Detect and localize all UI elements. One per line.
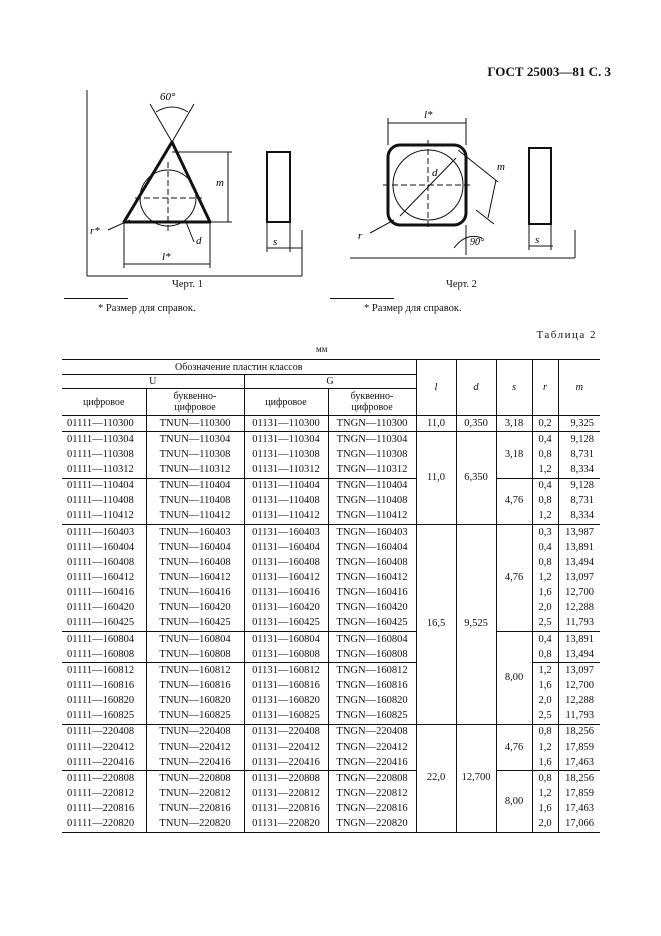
cell-u-alpha: TNUN—160808 — [146, 647, 244, 663]
cell-g-alpha: TNGN—220416 — [328, 755, 416, 771]
cell-g-alpha: TNGN—110304 — [328, 432, 416, 448]
cell-m: 13,097 — [558, 663, 600, 679]
cell-g-alpha: TNGN—160825 — [328, 709, 416, 725]
header-g-digital: цифровое — [244, 389, 328, 416]
header-class-u: U — [62, 375, 244, 389]
cell-u-digital: 01111—110412 — [67, 510, 134, 522]
cell-u-digital: 01111—160425 — [67, 617, 135, 629]
header-u-alpha: буквенно- цифровое — [146, 389, 244, 416]
cell-u-alpha: TNUN—220812 — [146, 786, 244, 801]
cell-u-digital: 01111—160825 — [67, 710, 135, 722]
cell-m: 17,066 — [558, 817, 600, 833]
cell-u-alpha: TNUN—110312 — [146, 462, 244, 478]
cell-g-alpha: TNGN—160412 — [328, 570, 416, 585]
cell-m: 18,256 — [558, 724, 600, 740]
cell-l: 11,0 — [416, 416, 456, 432]
table-row — [62, 631, 600, 647]
fig1-angle-label: 60° — [160, 91, 176, 103]
cell-s: 3,18 — [496, 432, 532, 478]
cell-g-alpha: TNGN—110300 — [328, 416, 416, 432]
cell-u-digital: 01111—110404 — [62, 478, 146, 494]
footnote-2: * Размер для справок. — [364, 303, 462, 314]
cell-g-alpha: TNGN—220820 — [328, 817, 416, 833]
fig1-l-label: l* — [162, 251, 171, 263]
cell-s: 4,76 — [496, 724, 532, 770]
table-row — [62, 524, 600, 540]
cell-g-alpha: TNGN—220816 — [328, 802, 416, 817]
cell-g-alpha: TNGN—160420 — [328, 601, 416, 616]
document-header: ГОСТ 25003—81 С. 3 — [487, 64, 611, 79]
cell-r: 0,4 — [532, 478, 558, 494]
cell-u-digital: 01111—110408 — [67, 495, 134, 507]
table-label: Таблица 2 — [536, 329, 597, 341]
cell-g-digital: 01131—160425 — [244, 616, 328, 632]
cell-m: 18,256 — [558, 771, 600, 787]
cell-u-digital: 01111—220812 — [67, 787, 135, 799]
cell-u-digital: 01111—160820 — [67, 695, 135, 707]
cell-u-alpha: TNUN—160412 — [146, 570, 244, 585]
cell-g-digital: 01131—160412 — [244, 570, 328, 585]
cell-s: 8,00 — [496, 771, 532, 833]
cell-u-digital: 01111—110300 — [62, 416, 146, 432]
cell-m: 13,494 — [565, 648, 594, 660]
cell-u-alpha: TNUN—160825 — [146, 709, 244, 725]
cell-r: 1,6 — [532, 586, 558, 601]
cell-r: 0,8 — [532, 647, 558, 663]
cell-g-alpha: TNGN—220812 — [328, 786, 416, 801]
cell-m: 13,494 — [565, 556, 594, 568]
cell-m: 12,700 — [565, 587, 594, 599]
cell-u-alpha: TNUN—160420 — [146, 601, 244, 616]
cell-u-digital: 01111—220408 — [62, 724, 146, 740]
cell-g-digital: 01131—110412 — [244, 509, 328, 525]
cell-g-alpha: TNGN—110412 — [328, 509, 416, 525]
fig1-r-label: r* — [90, 225, 100, 237]
cell-g-digital: 01131—160408 — [244, 555, 328, 570]
cell-g-digital: 01131—220412 — [244, 740, 328, 755]
cell-g-alpha: TNGN—110404 — [328, 478, 416, 494]
cell-g-digital: 01131—110304 — [244, 432, 328, 448]
cell-u-digital: 01111—110312 — [67, 463, 134, 475]
cell-m: 13,097 — [565, 571, 594, 583]
cell-s: 8,00 — [496, 631, 532, 724]
cell-u-digital: 01111—110308 — [67, 448, 134, 460]
header-group: Обозначение пластин классов — [62, 360, 416, 375]
cell-g-alpha: TNGN—110308 — [328, 447, 416, 462]
cell-g-digital: 01131—160808 — [244, 647, 328, 663]
figure-1-caption: Черт. 1 — [172, 279, 203, 290]
cell-r: 0,8 — [532, 494, 558, 509]
cell-m: 13,891 — [565, 541, 594, 553]
cell-u-alpha: TNUN—160804 — [146, 631, 244, 647]
cell-m: 17,463 — [565, 756, 594, 768]
cell-r: 2,5 — [532, 616, 558, 632]
cell-r: 0,8 — [532, 724, 558, 740]
cell-m: 9,128 — [558, 478, 600, 494]
header-d: d — [456, 360, 496, 416]
cell-r: 1,6 — [532, 678, 558, 693]
cell-g-alpha: TNGN—160425 — [328, 616, 416, 632]
cell-r: 0,8 — [532, 771, 558, 787]
cell-u-alpha: TNUN—160404 — [146, 540, 244, 555]
cell-u-alpha: TNUN—220416 — [146, 755, 244, 771]
cell-u-digital: 01111—220412 — [67, 741, 135, 753]
cell-g-alpha: TNGN—220808 — [328, 771, 416, 787]
cell-m: 8,731 — [570, 448, 594, 460]
cell-u-alpha: TNUN—160416 — [146, 586, 244, 601]
cell-m: 8,731 — [570, 495, 594, 507]
cell-m: 11,793 — [565, 710, 594, 722]
table-row — [62, 724, 600, 740]
cell-u-alpha: TNUN—160812 — [146, 663, 244, 679]
cell-m: 17,463 — [565, 803, 594, 815]
cell-s: 4,76 — [496, 524, 532, 631]
cell-u-digital: 01111—160412 — [67, 571, 135, 583]
cell-g-digital: 01131—160804 — [244, 631, 328, 647]
cell-m: 12,288 — [565, 602, 594, 614]
cell-r: 0,4 — [532, 631, 558, 647]
table-row — [62, 416, 600, 432]
cell-r: 1,2 — [532, 462, 558, 478]
cell-g-alpha: TNGN—160812 — [328, 663, 416, 679]
fig2-angle-label: 90° — [470, 237, 484, 248]
figure-2-caption: Черт. 2 — [446, 279, 477, 290]
cell-g-digital: 01131—220808 — [244, 771, 328, 787]
table-row — [62, 771, 600, 787]
fig2-l-label: l* — [424, 109, 433, 121]
cell-u-digital: 01111—160416 — [67, 587, 135, 599]
cell-r: 1,6 — [532, 802, 558, 817]
cell-r: 1,2 — [532, 740, 558, 755]
footnote-rule-1 — [64, 298, 128, 299]
cell-g-digital: 01131—160416 — [244, 586, 328, 601]
cell-g-alpha: TNGN—160404 — [328, 540, 416, 555]
cell-g-alpha: TNGN—160820 — [328, 694, 416, 709]
header-u-digital: цифровое — [62, 389, 146, 416]
table-row — [62, 432, 600, 448]
table-body — [62, 416, 600, 833]
cell-u-digital: 01111—160808 — [67, 648, 135, 660]
cell-u-alpha: TNUN—220808 — [146, 771, 244, 787]
cell-u-alpha: TNUN—160820 — [146, 694, 244, 709]
cell-u-digital: 01111—110304 — [62, 432, 146, 448]
cell-m: 13,891 — [558, 631, 600, 647]
unit-label: мм — [316, 344, 328, 354]
fig1-m-label: m — [216, 177, 224, 189]
footnote-1: * Размер для справок. — [98, 303, 196, 314]
cell-g-digital: 01131—110404 — [244, 478, 328, 494]
cell-m: 17,859 — [565, 741, 594, 753]
cell-m: 8,334 — [570, 463, 594, 475]
cell-u-alpha: TNUN—110408 — [146, 494, 244, 509]
cell-r: 1,2 — [532, 786, 558, 801]
cell-u-alpha: TNUN—110404 — [146, 478, 244, 494]
cell-r: 1,2 — [532, 509, 558, 525]
cell-u-alpha: TNUN—220816 — [146, 802, 244, 817]
cell-g-digital: 01131—160825 — [244, 709, 328, 725]
cell-u-digital: 01111—160812 — [62, 663, 146, 679]
cell-g-alpha: TNGN—160403 — [328, 524, 416, 540]
cell-g-alpha: TNGN—110312 — [328, 462, 416, 478]
cell-u-alpha: TNUN—160816 — [146, 678, 244, 693]
cell-d: 12,700 — [456, 724, 496, 832]
cell-g-digital: 01131—220416 — [244, 755, 328, 771]
cell-g-digital: 01131—220812 — [244, 786, 328, 801]
cell-r: 2,0 — [532, 817, 558, 833]
cell-m: 12,288 — [565, 695, 594, 707]
cell-u-alpha: TNUN—220820 — [146, 817, 244, 833]
cell-u-digital: 01111—220820 — [62, 817, 146, 833]
cell-m: 9,325 — [558, 416, 600, 432]
cell-m: 11,793 — [565, 617, 594, 629]
cell-s: 3,18 — [496, 416, 532, 432]
cell-g-digital: 01131—160812 — [244, 663, 328, 679]
cell-g-digital: 01131—110308 — [244, 447, 328, 462]
cell-g-digital: 01131—160816 — [244, 678, 328, 693]
cell-l: 22,0 — [416, 724, 456, 832]
header-m: m — [558, 360, 600, 416]
cell-r: 2,0 — [532, 601, 558, 616]
cell-u-digital: 01111—160420 — [67, 602, 135, 614]
cell-m: 17,859 — [565, 787, 594, 799]
cell-r: 0,3 — [532, 524, 558, 540]
cell-g-digital: 01131—110312 — [244, 462, 328, 478]
cell-u-digital: 01111—160408 — [67, 556, 135, 568]
cell-m: 13,987 — [558, 524, 600, 540]
cell-g-alpha: TNGN—160416 — [328, 586, 416, 601]
cell-u-alpha: TNUN—160403 — [146, 524, 244, 540]
cell-u-alpha: TNUN—110308 — [146, 447, 244, 462]
cell-u-digital: 01111—220816 — [67, 803, 135, 815]
cell-g-alpha: TNGN—160804 — [328, 631, 416, 647]
fig1-s-label: s — [273, 236, 278, 248]
cell-u-alpha: TNUN—160408 — [146, 555, 244, 570]
cell-g-alpha: TNGN—160808 — [328, 647, 416, 663]
cell-r: 0,2 — [532, 416, 558, 432]
fig2-m-label: m — [497, 161, 505, 173]
cell-d: 0,350 — [456, 416, 496, 432]
cell-u-digital: 01111—220416 — [67, 756, 135, 768]
cell-r: 2,0 — [532, 694, 558, 709]
cell-u-alpha: TNUN—220408 — [146, 724, 244, 740]
insert-spec-table — [62, 359, 600, 833]
cell-g-alpha: TNGN—160816 — [328, 678, 416, 693]
cell-g-alpha: TNGN—220408 — [328, 724, 416, 740]
cell-g-digital: 01131—220816 — [244, 802, 328, 817]
figure-2-square-insert — [348, 100, 578, 265]
cell-u-digital: 01111—160403 — [62, 524, 146, 540]
cell-g-alpha: TNGN—160408 — [328, 555, 416, 570]
cell-r: 0,4 — [532, 432, 558, 448]
cell-u-digital: 01111—220808 — [62, 771, 146, 787]
header-g-alpha: буквенно- цифровое — [328, 389, 416, 416]
cell-s: 4,76 — [496, 478, 532, 524]
cell-u-alpha: TNUN—110304 — [146, 432, 244, 448]
fig2-r-label: r — [358, 230, 363, 242]
header-class-g: G — [244, 375, 416, 389]
cell-g-alpha: TNGN—110408 — [328, 494, 416, 509]
cell-u-alpha: TNUN—220412 — [146, 740, 244, 755]
cell-g-digital: 01131—220408 — [244, 724, 328, 740]
cell-g-digital: 01131—160403 — [244, 524, 328, 540]
cell-g-alpha: TNGN—220412 — [328, 740, 416, 755]
cell-g-digital: 01131—160820 — [244, 694, 328, 709]
cell-l: 11,0 — [416, 432, 456, 525]
cell-r: 0,4 — [532, 540, 558, 555]
cell-r: 1,2 — [532, 663, 558, 679]
cell-m: 12,700 — [565, 679, 594, 691]
header-s: s — [496, 360, 532, 416]
cell-g-digital: 01131—110408 — [244, 494, 328, 509]
fig2-s-label: s — [535, 234, 540, 246]
fig2-d-label: d — [432, 167, 438, 179]
figure-1-triangle-insert — [80, 82, 320, 282]
header-r: r — [532, 360, 558, 416]
cell-u-alpha: TNUN—110300 — [146, 416, 244, 432]
cell-u-alpha: TNUN—160425 — [146, 616, 244, 632]
cell-m: 9,128 — [558, 432, 600, 448]
cell-r: 2,5 — [532, 709, 558, 725]
cell-u-digital: 01111—160816 — [67, 679, 135, 691]
cell-g-digital: 01131—110300 — [244, 416, 328, 432]
cell-r: 1,2 — [532, 570, 558, 585]
cell-l: 16,5 — [416, 524, 456, 724]
table-row — [62, 478, 600, 494]
cell-r: 0,8 — [532, 447, 558, 462]
cell-r: 0,8 — [532, 555, 558, 570]
footnote-rule-2 — [330, 298, 394, 299]
cell-r: 1,6 — [532, 755, 558, 771]
cell-d: 6,350 — [456, 432, 496, 525]
cell-g-digital: 01131—220820 — [244, 817, 328, 833]
cell-d: 9,525 — [456, 524, 496, 724]
cell-g-digital: 01131—160404 — [244, 540, 328, 555]
cell-g-digital: 01131—160420 — [244, 601, 328, 616]
fig1-d-label: d — [196, 235, 202, 247]
cell-u-alpha: TNUN—110412 — [146, 509, 244, 525]
cell-u-digital: 01111—160404 — [67, 541, 135, 553]
header-l: l — [416, 360, 456, 416]
cell-m: 8,334 — [570, 510, 594, 522]
cell-u-digital: 01111—160804 — [62, 631, 146, 647]
